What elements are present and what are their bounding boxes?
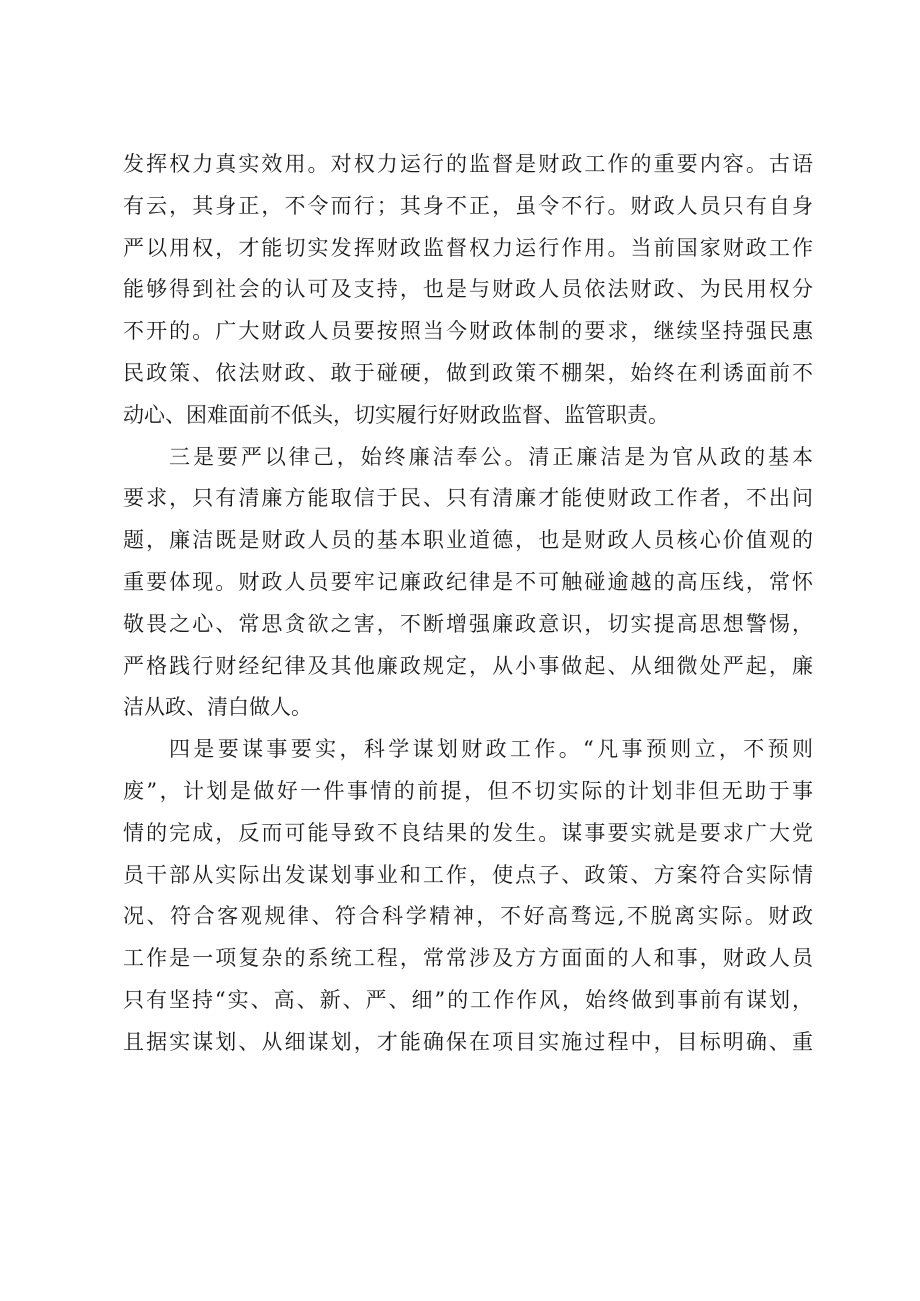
text-line: 不开的。广大财政人员要按照当今财政体制的要求，继续坚持强民惠 (123, 319, 813, 344)
text-line: 能够得到社会的认可及支持，也是与财政人员依法财政、为民用权分 (123, 277, 813, 302)
text-line: 题，廉洁既是财政人员的基本职业道德，也是财政人员核心价值观的 (123, 528, 813, 553)
text-line: 只有坚持“实、高、新、严、细”的工作作风，始终做到事前有谋划， (123, 987, 813, 1012)
text-line: 且据实谋划、从细谋划，才能确保在项目实施过程中，目标明确、重 (123, 1029, 813, 1054)
text-line: 员干部从实际出发谋划事业和工作，使点子、政策、方案符合实际情 (123, 862, 813, 887)
text-line: 况、符合客观规律、符合科学精神，不好高骛远,不脱离实际。财政 (123, 904, 813, 929)
text-line: 严以用权，才能切实发挥财政监督权力运行作用。当前国家财政工作 (123, 235, 813, 260)
text-line: 要求，只有清廉方能取信于民、只有清廉才能使财政工作者，不出问 (123, 486, 813, 511)
body-text (123, 144, 813, 1064)
paragraph-first-line: 三是要严以律己，始终廉洁奉公。清正廉洁是为官从政的基本 (169, 444, 813, 469)
text-line: 废”，计划是做好一件事情的前提，但不切实际的计划非但无助于事 (123, 778, 813, 803)
text-line: 重要体现。财政人员要牢记廉政纪律是不可触碰逾越的高压线，常怀 (123, 569, 813, 594)
text-line: 情的完成，反而可能导致不良结果的发生。谋事要实就是要求广大党 (123, 820, 813, 845)
text-line: 敬畏之心、常思贪欲之害，不断增强廉政意识，切实提高思想警惕， (123, 611, 813, 636)
text-line: 发挥权力真实效用。对权力运行的监督是财政工作的重要内容。古语 (123, 152, 813, 176)
text-line: 有云，其身正，不令而行；其身不正，虽令不行。财政人员只有自身 (123, 193, 813, 218)
text-line: 工作是一项复杂的系统工程，常常涉及方方面面的人和事，财政人员 (123, 946, 813, 971)
text-line: 动心、困难面前不低头，切实履行好财政监督、监管职责。 (123, 402, 669, 427)
text-line: 洁从政、清白做人。 (123, 695, 312, 720)
text-line: 民政策、依法财政、敢于碰硬，做到政策不棚架，始终在利诱面前不 (123, 360, 813, 385)
text-line: 严格践行财经纪律及其他廉政规定，从小事做起、从细微处严起，廉 (123, 653, 813, 678)
paragraph-first-line: 四是要谋事要实，科学谋划财政工作。“凡事预则立，不预则 (169, 737, 813, 762)
